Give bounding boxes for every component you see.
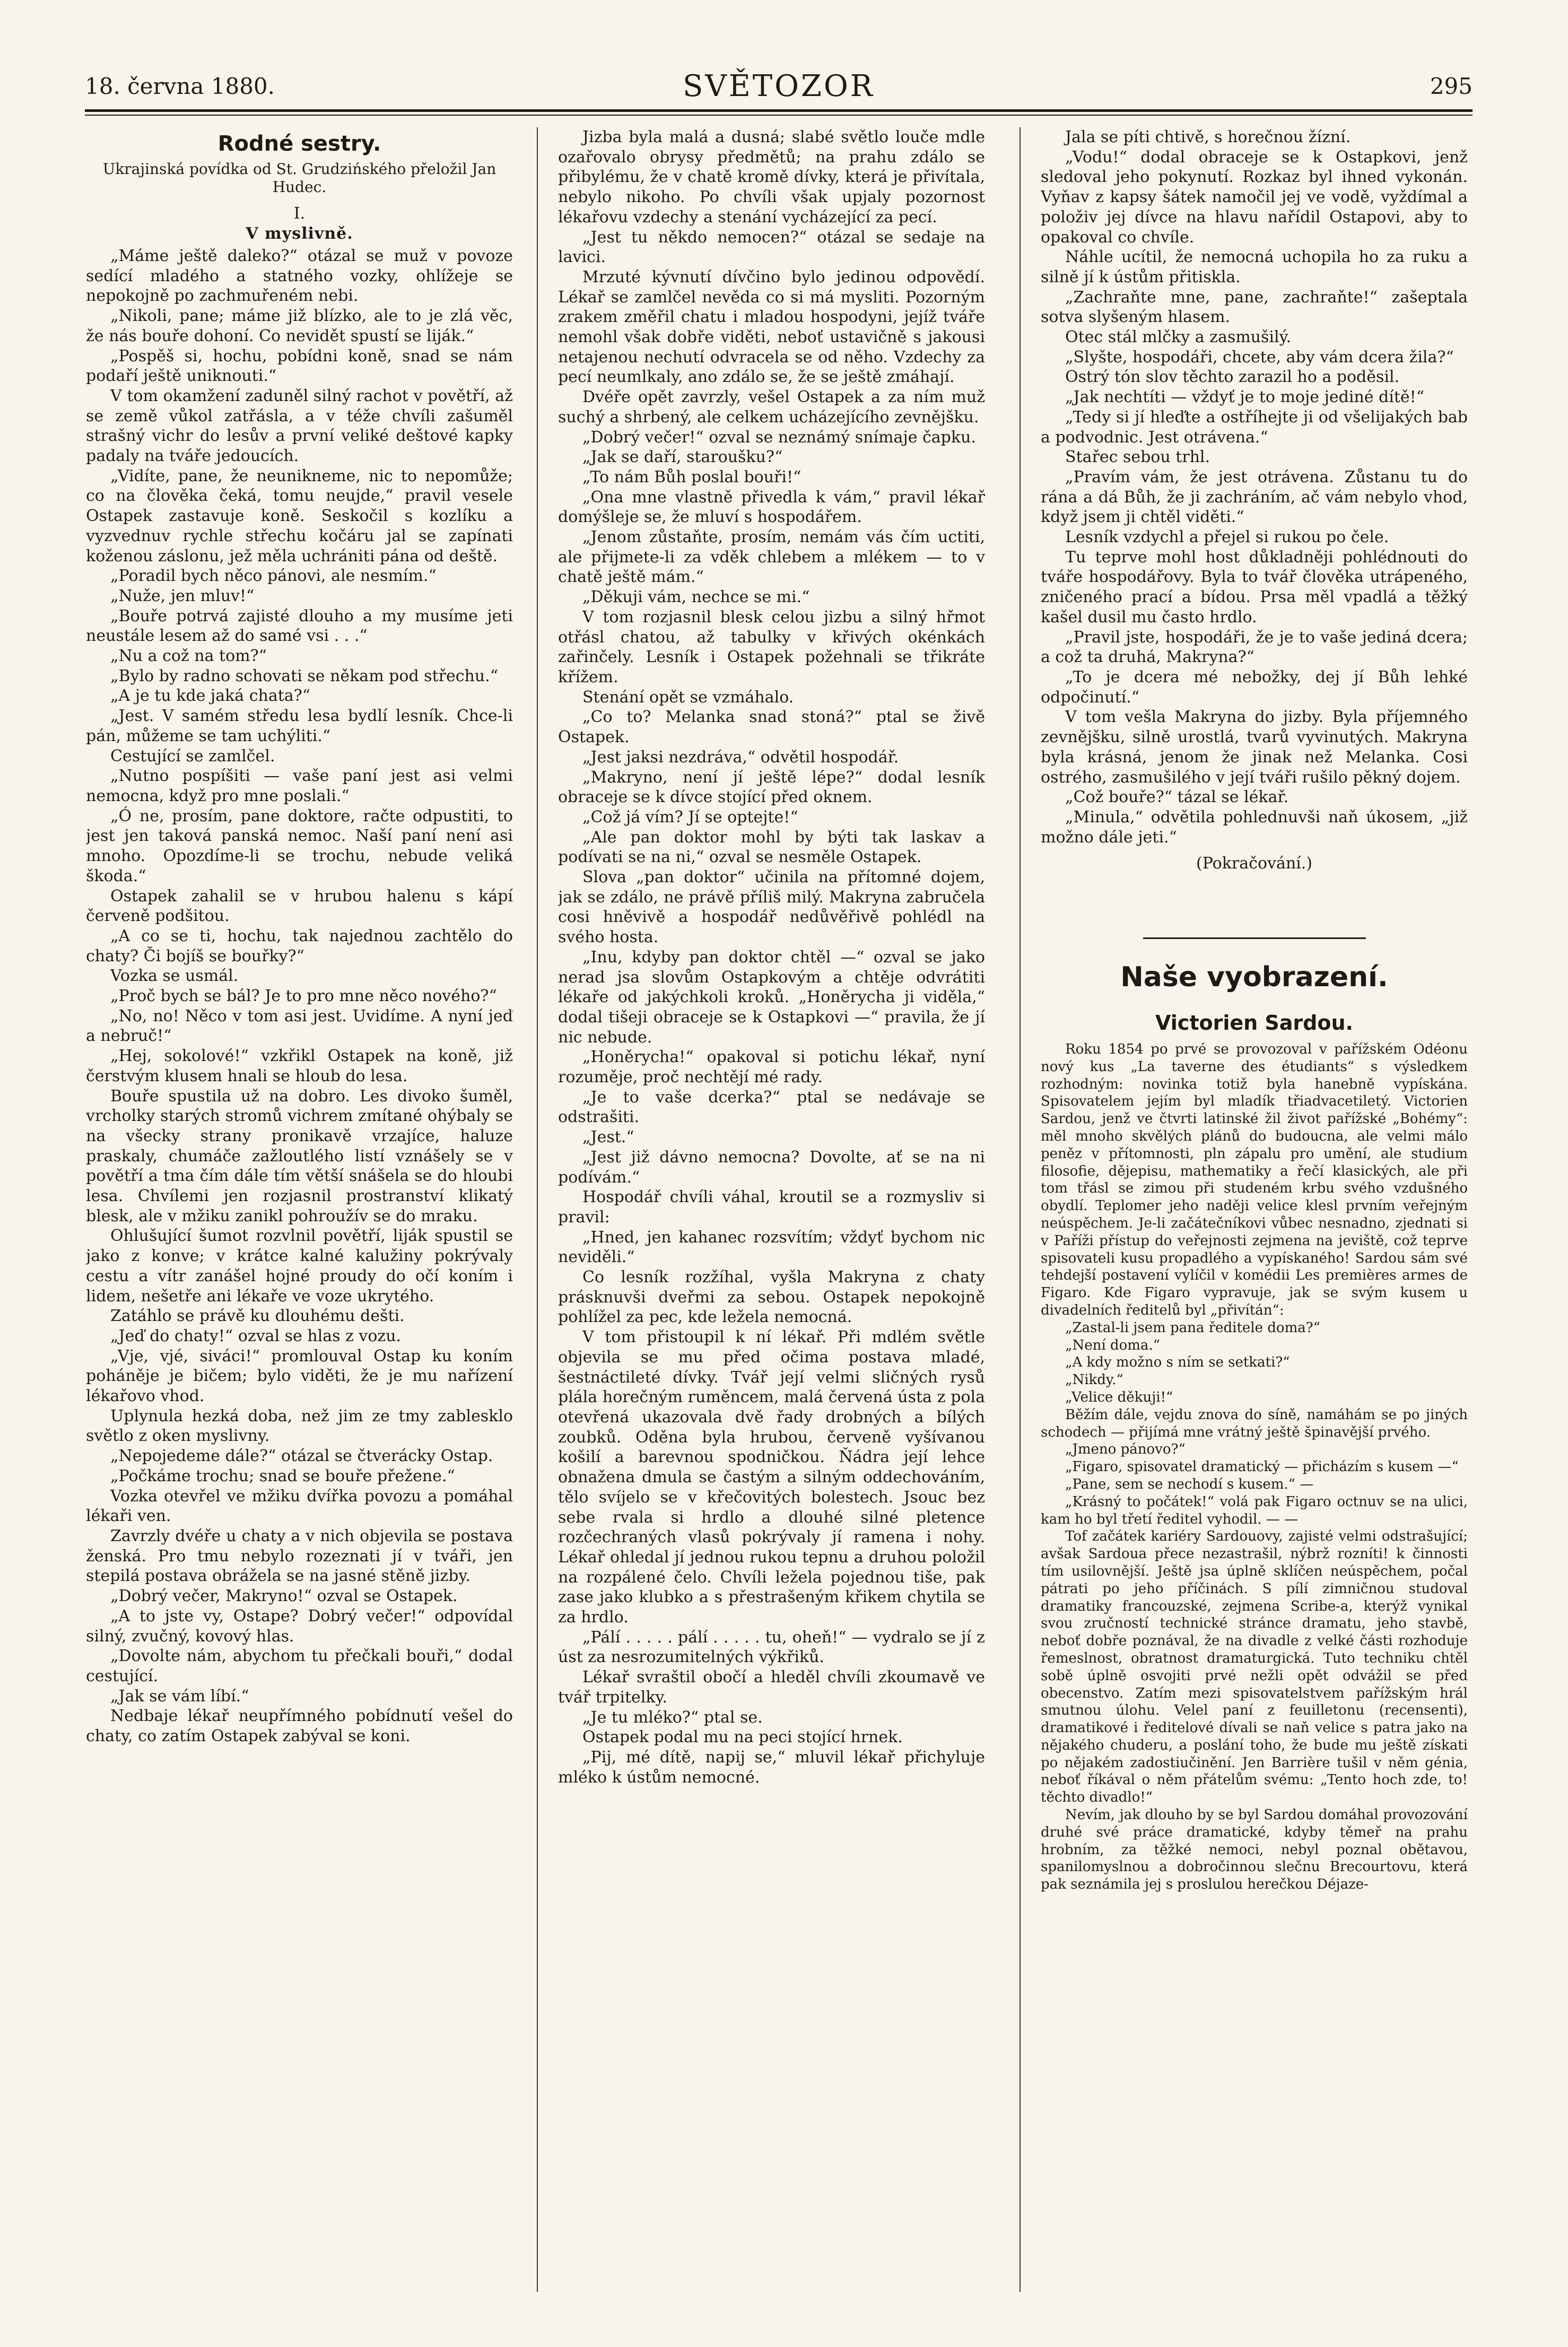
paragraph: „Honěrycha!“ opakoval si potichu lékař, nyní rozuměje, proč nechtějí mé rady. xyxy=(558,1048,985,1087)
paragraph: Jala se píti chtivě, s horečnou žízní. xyxy=(1065,128,1351,146)
paragraph: „Ale pan doktor mohl by býti tak laskav a podívati se na ni,“ ozval se nesměle Ostapek. xyxy=(558,828,985,867)
paragraph: „A kdy možno s ním se setkati?“ xyxy=(1065,1354,1290,1371)
paragraph: „Jest. V samém středu lesa bydlí lesník. Chce-li pán, můžeme se tam uchýliti.“ xyxy=(86,707,513,745)
continuation-note: (Pokračování.) xyxy=(1196,854,1312,873)
paragraph: Nevím, jak dlouho by se byl Sardou domáhal provozování druhé své práce dramatické, kdyby těmeř na prahu hrobním, za těžké nemoci, nebyl poznal obětavou, spanilomyslnou a dobročinnou slečnu Brecourtovu, která pak seznámila jej s proslulou herečkou Déjaze- xyxy=(1041,1807,1468,1893)
paragraph: „Minula,“ odvětila pohlednuvši naň úkosem, „již možno dále jeti.“ xyxy=(1041,807,1468,847)
masthead-title: SVĚTOZOR xyxy=(683,69,875,103)
paragraph: „Jak se daří, staroušku?“ xyxy=(582,448,783,467)
page-header xyxy=(85,64,1473,106)
paragraph: Zavrzly dvéře u chaty a v nich objevila se postava ženská. Pro tmu nebylo rozeznati jí v tváři, jen stepilá postava obrážela se na jasné stěně jizby. xyxy=(86,1527,513,1586)
column-3 xyxy=(1041,127,1468,2292)
paragraph: Stenání opět se vzmáhalo. xyxy=(582,688,794,707)
paragraph: Stařec sebou trhl. xyxy=(1065,448,1210,467)
paragraph: „Nepojedeme dále?“ otázal se čtverácky Ostap. xyxy=(110,1447,493,1466)
paragraph: V tom okamžení zaduněl silný rachot v povětří, až se země vůkol zatřásla, a v téže chvíli zašuměl strašný vichr do lesův a první veliké deštové kapky padaly na tváře jedoucích. xyxy=(86,386,513,466)
section-separator xyxy=(1143,937,1366,939)
paragraph: „Nuže, jen mluv!“ xyxy=(110,586,255,605)
article-body xyxy=(1041,1041,1468,1893)
paragraph: „Je tu mléko?“ ptal se. xyxy=(582,1708,763,1727)
paragraph: „Jmeno pánovo?“ xyxy=(1065,1441,1186,1458)
paragraph: „Vje, vjé, siváci!“ promlouval Ostap ku koním poháněje je bičem; bylo viděti, že je mu nařízení lékařovo vhod. xyxy=(86,1346,513,1406)
paragraph: „Pospěš si, hochu, pobídni koně, snad se nám podaří ještě uniknouti.“ xyxy=(86,346,513,386)
chapter-title: V myslivně. xyxy=(246,224,353,243)
paragraph: „Dobrý večer, Makryno!“ ozval se Ostapek. xyxy=(110,1587,458,1606)
paragraph: „Nu a což na tom?“ xyxy=(110,647,267,666)
paragraph: „Vidíte, pane, že neunikneme, nic to nepomůže; co na člověka čeká, tomu neujde,“ pravil vesele Ostapek zastavuje koně. Seskočil s kozlíku a vyzvednuv rychle střechu kočáru jal se zapínati koženou záslonu, jež měla uchrániti pána od deště. xyxy=(86,466,513,566)
paragraph: „A co se ti, hochu, tak najednou zachtělo do chaty? Či bojíš se bouřky?“ xyxy=(86,926,513,966)
paragraph: V tom rozjasnil blesk celou jizbu a silný hřmot otřásl chatou, až tabulky v křivých okénkách zařinčely. Lesník i Ostapek požehnali se třikráte křížem. xyxy=(558,607,985,686)
article-title: Victorien Sardou. xyxy=(1155,1011,1353,1035)
paragraph: „Jest.“ xyxy=(582,1128,634,1147)
paragraph: „No, no! Něco v tom asi jest. Uvidíme. A nyní jeď a nebruč!“ xyxy=(86,1006,513,1046)
paragraph: „Děkuji vám, nechce se mi.“ xyxy=(582,588,810,607)
paragraph: „Bylo by radno schovati se někam pod střechu.“ xyxy=(110,666,499,685)
paragraph: Náhle ucítil, že nemocná uchopila ho za ruku a silně jí k ústům přitiskla. xyxy=(1041,248,1468,286)
paragraph: Nedbaje lékař neupřímného pobídnutí vešel do chaty, co zatím Ostapek zabýval se koni. xyxy=(86,1707,513,1746)
paragraph: „A to jste vy, Ostape? Dobrý večer!“ odpovídal silný, zvučný, kovový hlas. xyxy=(86,1606,513,1646)
paragraph: „Není doma.“ xyxy=(1065,1337,1160,1353)
story-byline: Ukrajinská povídka od St. Grudzińského přeložil Jan Hudec. xyxy=(102,160,496,196)
paragraph: „Tedy si jí hleďte a ostříhejte ji od všelijakých bab a podvodnic. Jest otrávena.“ xyxy=(1041,407,1468,447)
paragraph: Lékař svraštil obočí a hleděl chvíli zkoumavě ve tvář trpitelky. xyxy=(558,1668,985,1707)
page-number: 295 xyxy=(1430,73,1473,99)
paragraph: „Figaro, spisovatel dramatický — přicházím s kusem —“ xyxy=(1065,1459,1459,1475)
paragraph: „Velice děkuji!“ xyxy=(1065,1389,1173,1405)
paragraph: „Nikoli, pane; máme již blízko, ale to je zlá věc, že nás bouře dohoní. Co nevidět spustí se liják.“ xyxy=(86,307,513,345)
paragraph: „A je tu kde jaká chata?“ xyxy=(110,686,311,706)
paragraph: „Jest již dávno nemocna? Dovolte, ať se na ni podívám.“ xyxy=(558,1148,985,1187)
paragraph: „To je dcera mé nebožky, dej jí Bůh lehké odpočinutí.“ xyxy=(1041,667,1468,707)
paragraph: „To nám Bůh poslal bouři!“ xyxy=(582,467,802,486)
paragraph: Tu teprve mohl host důkladněji pohlédnouti do tváře hospodářovy. Byla to tvář člověka utrápeného, zničeného prací a bídou. Prsa měl vpadlá a těžký kašel dusil mu často hrdlo. xyxy=(1041,547,1468,627)
paragraph: „Proč bych se bál? Je to pro mne něco nového?“ xyxy=(110,987,497,1006)
paragraph: Roku 1854 po prvé se provozoval v pařížském Odéonu nový kus „La taverne des étudiants“ s výsledkem rozhodným: novinka totiž byla hanebně vypískána. Spisovatelem jejím byl mladík třiadvacetiletý. Victorien Sardou, jenž ve čtvrti latinské žil život pařížské „Bohémy“: měl mnoho skvělých plánů do budoucna, ale velmi málo peněz v přítomnosti, pln zápalu pro umění, ale studium filosofie, dějepisu, mathematiky a řečí klasických, ale při tom třásl se zimou při studeném krbu svého vzdušného obydlí. Teplomer jeho naději velice klesl prvním veřejným neúspěchem. Je-li začátečníkovi vůbec nesnadno, zjednati si v Paříži přístup do veřejnosti zejmena na jeviště, což teprve spisovateli kusu propadlého a vypískaného! Sardou sám své tehdejší postavení vylíčil v komédii Les premières armes de Figaro. Kde Figaro vypravuje, jak se svým kusem u divadelních ředitelů byl „přivítán“: xyxy=(1041,1041,1468,1318)
paragraph: „Počkáme trochu; snad se bouře přežene.“ xyxy=(110,1466,455,1485)
column-2 xyxy=(558,127,985,2292)
paragraph: Vozka otevřel ve mžiku dvířka povozu a pomáhal lékaři ven. xyxy=(86,1487,513,1526)
paragraph: Lesník vzdychl a přejel si rukou po čele. xyxy=(1065,528,1389,547)
header-rule-thin xyxy=(85,115,1473,116)
paragraph: Ostrý tón slov těchto zarazil ho a poděsil. xyxy=(1065,368,1400,387)
paragraph: Vozka se usmál. xyxy=(110,967,239,986)
section-title: Naše vyobrazení. xyxy=(1120,961,1388,994)
paragraph: „Dovolte nám, abychom tu přečkali bouři,“ dodal cestující. xyxy=(86,1647,513,1685)
paragraph: Ostapek podal mu na peci stojící hrnek. xyxy=(582,1728,903,1747)
paragraph: Uplynula hezká doba, než jim ze tmy zablesklo světlo z oken myslivny. xyxy=(86,1406,513,1446)
chapter-number: I. xyxy=(293,204,306,223)
paragraph: Ohlušující šumot rozvlnil povětří, liják spustil se jako z konve; v krátce kalné kalužiny pokrývaly cestu a vítr zanášel hojné proudy do očí koním i lidem, nešetře ani lékaře ve voze ukrytého. xyxy=(86,1227,513,1306)
paragraph: Tof začátek kariéry Sardouovy, zajisté velmi odstrašující; avšak Sardoua přece nezastrašil, nýbrž rozníti! k činnosti tím usilovnější. Ještě jsa úplně sklíčen neúspěchem, počal pátrati po jeho příčinách. S pílí zimničnou studoval dramatiky francouzské, zejmena Scribe-a, kterýž vynikal svou zručností technické stránce dramatu, jeho stavbě, neboť dobře poznával, že na divadle z velké části rozhoduje řemeslnost, obratnost dramaturgická. Tuto techniku chtěl sobě úplně osvojiti prvé nežli opět odvážil se před obecenstvo. Zatím mezi spisovatelstvem pařížským hrál smutnou úlohu. Velel paní z feuilletonu (recensenti), dramatikové i ředitelové dívali se naň velice s patra jako na nějakého chuderu, a poslání toho, že bude mu ještě získati po nějakém zadostiučinění. Jen Barrière tušil v něm génia, neboť říkával o něm přátelům svému: „Tento hoch zde, to! těchto divadlo!“ xyxy=(1041,1528,1468,1806)
paragraph: „Pij, mé dítě, napij se,“ mluvil lékař přichyluje mléko k ústům nemocné. xyxy=(558,1748,985,1787)
column-1-body xyxy=(86,246,513,1746)
paragraph: „Pravím vám, že jest otrávena. Zůstanu tu do rána a dá Bůh, že ji zachráním, ač vám nebylo vhod, když jsem ji chtěl viděti.“ xyxy=(1041,467,1468,527)
issue-date: 18. června 1880. xyxy=(85,73,275,99)
paragraph: „Zastal-li jsem pana ředitele doma?“ xyxy=(1065,1319,1320,1336)
paragraph: Dvéře opět zavrzly, vešel Ostapek a za ním muž suchý a shrbený, ale celkem ucházejícího zevnějšku. xyxy=(558,388,985,427)
paragraph: „Makryno, není jí ještě lépe?“ dodal lesník obraceje se k dívce stojící před oknem. xyxy=(558,768,985,807)
column-3-story-body xyxy=(1041,127,1468,847)
paragraph: „Jak nechtíti — vždyť je to moje jediné dítě!“ xyxy=(1065,388,1425,407)
paragraph: „Bouře potrvá zajisté dlouho a my musíme jeti neustále lesem až do samé vsi . . .“ xyxy=(86,606,513,646)
paragraph: Slova „pan doktor“ učinila na přítomné dojem, jak se zdálo, ne právě příliš milý. Makryna zabručela cosi hněvivě a hospodář nedůvěřivě pohlédl na svého hosta. xyxy=(558,868,985,947)
paragraph: „Hej, sokolové!“ vzkřikl Ostapek na koně, již čerstvým klusem hnali se hloub do lesa. xyxy=(86,1047,513,1085)
paragraph: Jizba byla malá a dusná; slabé světlo louče mdle ozařovalo obrysy předmětů; na prahu zdálo se přibylému, že v chatě kromě dívky, která je přivítala, nebylo nikoho. Po chvíli však upjaly pozornost lékařovu vzdechy a stenání vycházející za pecí. xyxy=(558,128,985,227)
paragraph: „Nikdy.“ xyxy=(1065,1372,1123,1388)
paragraph: „Jest tu někdo nemocen?“ otázal se sedaje na lavici. xyxy=(558,228,985,267)
paragraph: „Dobrý večer!“ ozval se neznámý snímaje čapku. xyxy=(582,428,976,447)
paragraph: V tom vešla Makryna do jizby. Byla příjemného zevnějšku, silně urostlá, tvarů vyvinutých. Makryna byla krásná, jenom že jinak než Melanka. Cosi ostrého, zasmušilého v její tváři rušilo pěkný dojem. xyxy=(1041,708,1468,787)
paragraph: Běžím dále, vejdu znova do síně, namáhám se po jiných schodech — přijímá mne vrátný ještě špinavější prvého. xyxy=(1041,1406,1468,1440)
paragraph: „Slyšte, hospodáři, chcete, aby vám dcera žila?“ xyxy=(1065,347,1454,367)
column-1 xyxy=(86,127,513,2292)
paragraph: „Jest jaksi nezdráva,“ odvětil hospodář. xyxy=(582,747,899,767)
paragraph: „Ona mne vlastně přivedla k vám,“ pravil lékař domýšleje se, že mluví s hospodářem. xyxy=(558,488,985,527)
paragraph: „Zachraňte mne, pane, zachraňte!“ zašeptala sotva slyšeným hlasem. xyxy=(1041,288,1468,327)
column-2-body xyxy=(558,127,985,1787)
paragraph: „Pravil jste, hospodáři, že je to vaše jediná dcera; a což ta druhá, Makryna?“ xyxy=(1041,628,1468,667)
paragraph: „Nutno pospíšiti — vaše paní jest asi velmi nemocna, když pro mne poslali.“ xyxy=(86,767,513,805)
paragraph: „Pane, sem se nechodí s kusem.“ — xyxy=(1065,1476,1314,1492)
paragraph: Bouře spustila už na dobro. Les divoko šuměl, vrcholky starých stromů vichrem zmítané ohýbaly se na všecky strany pronikavě vrzajíce, haluze praskaly, chumáče zažloutlého listí vznášely se v povětří a tma čím dále tím větší snášela se do hloubi lesa. Chvílemi jen rozjasnil prostranství klikatý blesk, ale v mžiku zanikl pohroužív se do mraku. xyxy=(86,1086,513,1225)
paragraph: Co lesník rozžíhal, vyšla Makryna z chaty prásknuvši dveřmi za sebou. Ostapek nepokojně pohlížel za pec, kde ležela nemocná. xyxy=(558,1268,985,1327)
paragraph: „Vodu!“ dodal obraceje se k Ostapkovi, jenž sledoval jeho pokynutí. Rozkaz byl ihned vykonán. Vyňav z kapsy šátek namočil jej ve vodě, vyždímal a položiv jej dívce na hlavu nařídil Ostapovi, aby to opakoval co chvíle. xyxy=(1041,147,1468,247)
paragraph: „Jeď do chaty!“ ozval se hlas z vozu. xyxy=(110,1326,402,1345)
paragraph: „Pálí . . . . . pálí . . . . . tu, oheň!“ — vydralo se jí z úst za nesrozumitelných výkřiků. xyxy=(558,1628,985,1667)
paragraph: Zatáhlo se právě ku dlouhému dešti. xyxy=(110,1307,405,1326)
story-title: Rodné sestry. xyxy=(217,132,381,156)
paragraph: „Máme ještě daleko?“ otázal se muž v povoze sedící mladého a statného vozky, ohlížeje se nepokojně po zachmuřeném nebi. xyxy=(86,247,513,306)
column-divider-1 xyxy=(537,127,538,2292)
paragraph: Mrzuté kývnutí dívčino bylo jedinou odpovědí. Lékař se zamlčel nevěda co si má mysliti. Pozorným zrakem změřil chatu i mladou hospodyni, jejíž tváře nemohl však dobře viděti, neboť ustavičně s jakousi netajenou nechutí odvracela se od něho. Vzdechy za pecí neumlkaly, ano zdálo se, že se ještě zmáhají. xyxy=(558,267,985,387)
paragraph: V tom přistoupil k ní lékař. Při mdlém světle objevila se mu před očima postava mladé, šestnáctileté dívky. Tvář její velmi sličných rysů plála horečným ruměncem, malá červená ústa z pola otevřená ukazovala dvě řady drobných a bílých zoubků. Oděna byla hrubou, červeně vyšívanou košilí a barevnou spodničkou. Ňádra její lehce obnažena dmula se častým a silným oddechováním, tělo svíjelo se v křečovitých bolestech. Jsouc bez sebe rvala si hrdlo a dlouhé silné pletence rozčechraných vlasů pokrývaly jí ramena i nohy. Lékař ohledal jí jednou rukou tepnu a druhou položil na rozpálené čelo. Chvíli ležela pojednou tiše, pak zase jako klubko a s přestrašeným křikem chytila se za hrdlo. xyxy=(558,1328,985,1627)
paragraph: „Což bouře?“ tázal se lékař. xyxy=(1065,788,1288,807)
paragraph: „Co to? Melanka snad stoná?“ ptal se živě Ostapek. xyxy=(558,708,985,747)
header-rule-thick xyxy=(85,109,1473,112)
paragraph: Hospodář chvíli váhal, kroutil se a rozmysliv si pravil: xyxy=(558,1188,985,1227)
paragraph: Otec stál mlčky a zasmušilý. xyxy=(1065,328,1292,347)
paragraph: Ostapek zahalil se v hrubou halenu s kápí červeně podšitou. xyxy=(86,886,513,926)
paragraph: „Je to vaše dcerka?“ ptal se nedávaje se odstrašiti. xyxy=(558,1088,985,1127)
paragraph: „Ó ne, prosím, pane doktore, račte odpustiti, to jest jen taková panská nemoc. Naší paní není asi mnoho. Opozdíme-li se trochu, nebude veliká škoda.“ xyxy=(86,806,513,885)
paragraph: „Jenom zůstaňte, prosím, nemám vás čím uctiti, ale přijmete-li za vděk chlebem a mlékem — to v chatě ještě mám.“ xyxy=(558,528,985,587)
paragraph: „Inu, kdyby pan doktor chtěl —“ ozval se jako nerad jsa slovům Ostapkovým a chtěje odvrátiti lékaře od jakýchkoli kroků. „Honěrycha ji viděla,“ dodal tišeji obraceje se k Ostapkovi —“ pravila, že jí nic nebude. xyxy=(558,948,985,1047)
paragraph: „Jak se vám líbí.“ xyxy=(110,1687,249,1706)
paragraph: „Poradil bych něco pánovi, ale nesmím.“ xyxy=(110,567,437,586)
paragraph: Cestující se zamlčel. xyxy=(110,746,275,766)
column-divider-2 xyxy=(1020,127,1021,2292)
paragraph: „Hned, jen kahanec rozsvítím; vždyť bychom nic neviděli.“ xyxy=(558,1228,985,1267)
paragraph: „Což já vím? Jí se optejte!“ xyxy=(582,807,798,827)
paragraph: „Krásný to počátek!“ volá pak Figaro octnuv se na ulici, kam ho byl třetí ředitel vyhodil. — — xyxy=(1041,1493,1468,1527)
